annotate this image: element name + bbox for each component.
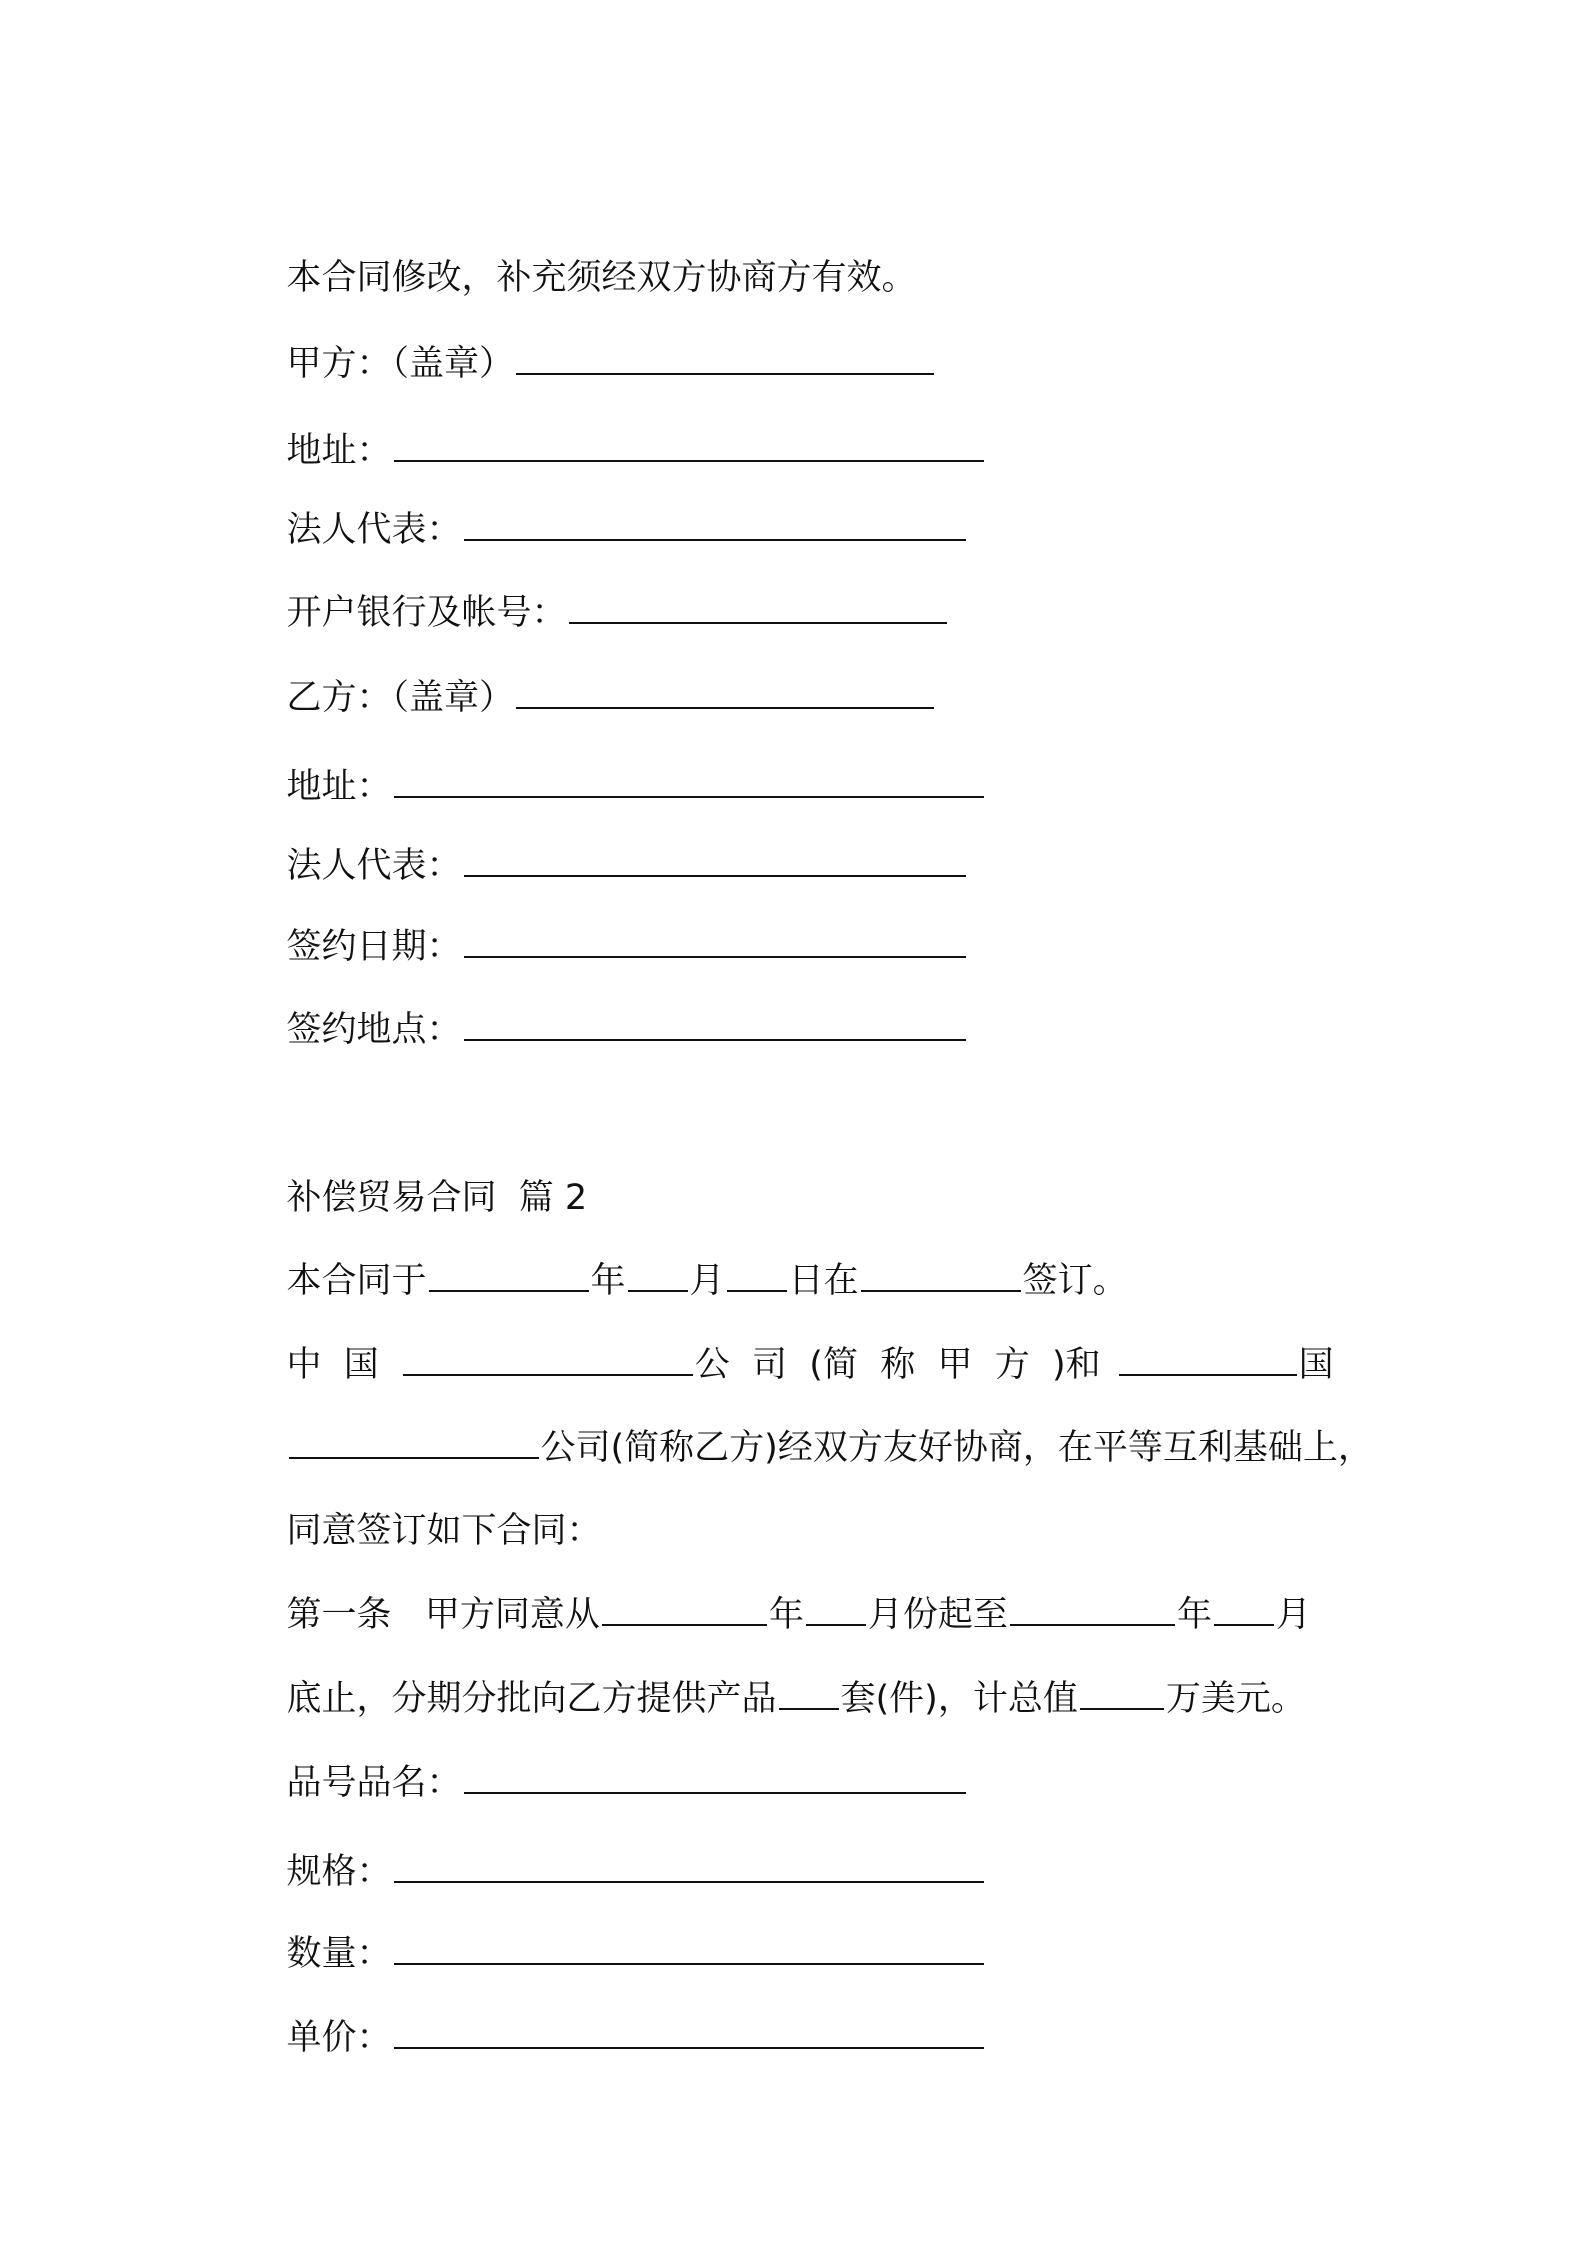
price-blank[interactable] <box>394 2013 984 2049</box>
art1-currency-label: 万美元。 <box>1165 1679 1306 1719</box>
bank-account-label: 开户银行及帐号： <box>286 593 567 633</box>
sign-date-blank[interactable] <box>464 922 966 958</box>
signed-month-label: 月 <box>689 1261 725 1301</box>
bank-account-blank[interactable] <box>569 588 947 624</box>
price-label: 单价： <box>286 2018 392 2058</box>
signed-day-blank[interactable] <box>727 1256 787 1292</box>
art1-quantity-blank[interactable] <box>779 1674 839 1710</box>
intro-text: 本合同修改，补充须经双方协商方有效。 <box>286 258 917 298</box>
party-a-seal-label: 甲方：（盖章） <box>286 344 515 384</box>
signed-year-label: 年 <box>590 1261 626 1301</box>
price-line <box>242 1963 986 2113</box>
qty-blank[interactable] <box>394 1929 984 1965</box>
signed-year-blank[interactable] <box>429 1256 589 1292</box>
sign-place-label: 签约地点： <box>286 1010 462 1050</box>
company-b-label: 公司(简称乙方)经双方友好协商，在平等互利基础上， <box>540 1428 1373 1468</box>
party-a-legal-rep-label: 法人代表： <box>286 510 462 550</box>
product-name-label: 品号品名： <box>286 1763 462 1803</box>
sign-place-blank[interactable] <box>464 1005 966 1041</box>
art1-year-from-blank[interactable] <box>602 1590 767 1626</box>
signed-suffix: 签订。 <box>1022 1261 1128 1301</box>
agree-text: 同意签订如下合同： <box>286 1511 602 1551</box>
art1-month-from-label: 月份起至 <box>867 1595 1008 1635</box>
signed-place-blank[interactable] <box>861 1256 1021 1292</box>
sign-place-line <box>242 955 968 1105</box>
signed-prefix: 本合同于 <box>286 1261 427 1301</box>
art1-year2-label: 年 <box>1176 1595 1212 1635</box>
party-b-seal-label: 乙方：（盖章） <box>286 678 515 718</box>
company-a-blank[interactable] <box>403 1340 693 1376</box>
qty-label: 数量： <box>286 1934 392 1974</box>
art1-line2-prefix: 底止，分期分批向乙方提供产品 <box>286 1679 777 1719</box>
section2-title-text: 补偿贸易合同 篇 2 <box>286 1178 588 1218</box>
art1-year-label: 年 <box>768 1595 804 1635</box>
party-b-seal-blank[interactable] <box>516 673 934 709</box>
party-a-seal-blank[interactable] <box>516 339 934 375</box>
art1-month2-label: 月 <box>1275 1595 1311 1635</box>
product-name-blank[interactable] <box>464 1758 966 1794</box>
art1-year-to-blank[interactable] <box>1010 1590 1175 1626</box>
spec-label: 规格： <box>286 1852 392 1892</box>
company-b-blank[interactable] <box>289 1423 539 1459</box>
art1-total-blank[interactable] <box>1080 1674 1164 1710</box>
art1-unit-label: 套(件)，计总值 <box>840 1679 1078 1719</box>
spec-blank[interactable] <box>394 1847 984 1883</box>
signed-month-blank[interactable] <box>628 1256 688 1292</box>
party-b-legal-rep-label: 法人代表： <box>286 846 462 886</box>
art1-month-to-blank[interactable] <box>1214 1590 1274 1626</box>
sign-date-label: 签约日期： <box>286 927 462 967</box>
country-suffix: 国 <box>1298 1345 1334 1385</box>
country-blank[interactable] <box>1119 1340 1297 1376</box>
party-a-address-label: 地址： <box>286 431 392 471</box>
art1-month-from-blank[interactable] <box>806 1590 866 1626</box>
art1-prefix: 第一条 甲方同意从 <box>286 1595 600 1635</box>
party-a-legal-rep-blank[interactable] <box>464 505 966 541</box>
signed-day-label: 日在 <box>788 1261 859 1301</box>
china-prefix: 中 国 <box>286 1345 379 1385</box>
company-a-label: 公 司 (简 称 甲 方 )和 <box>694 1345 1101 1385</box>
party-b-address-label: 地址： <box>286 767 392 807</box>
